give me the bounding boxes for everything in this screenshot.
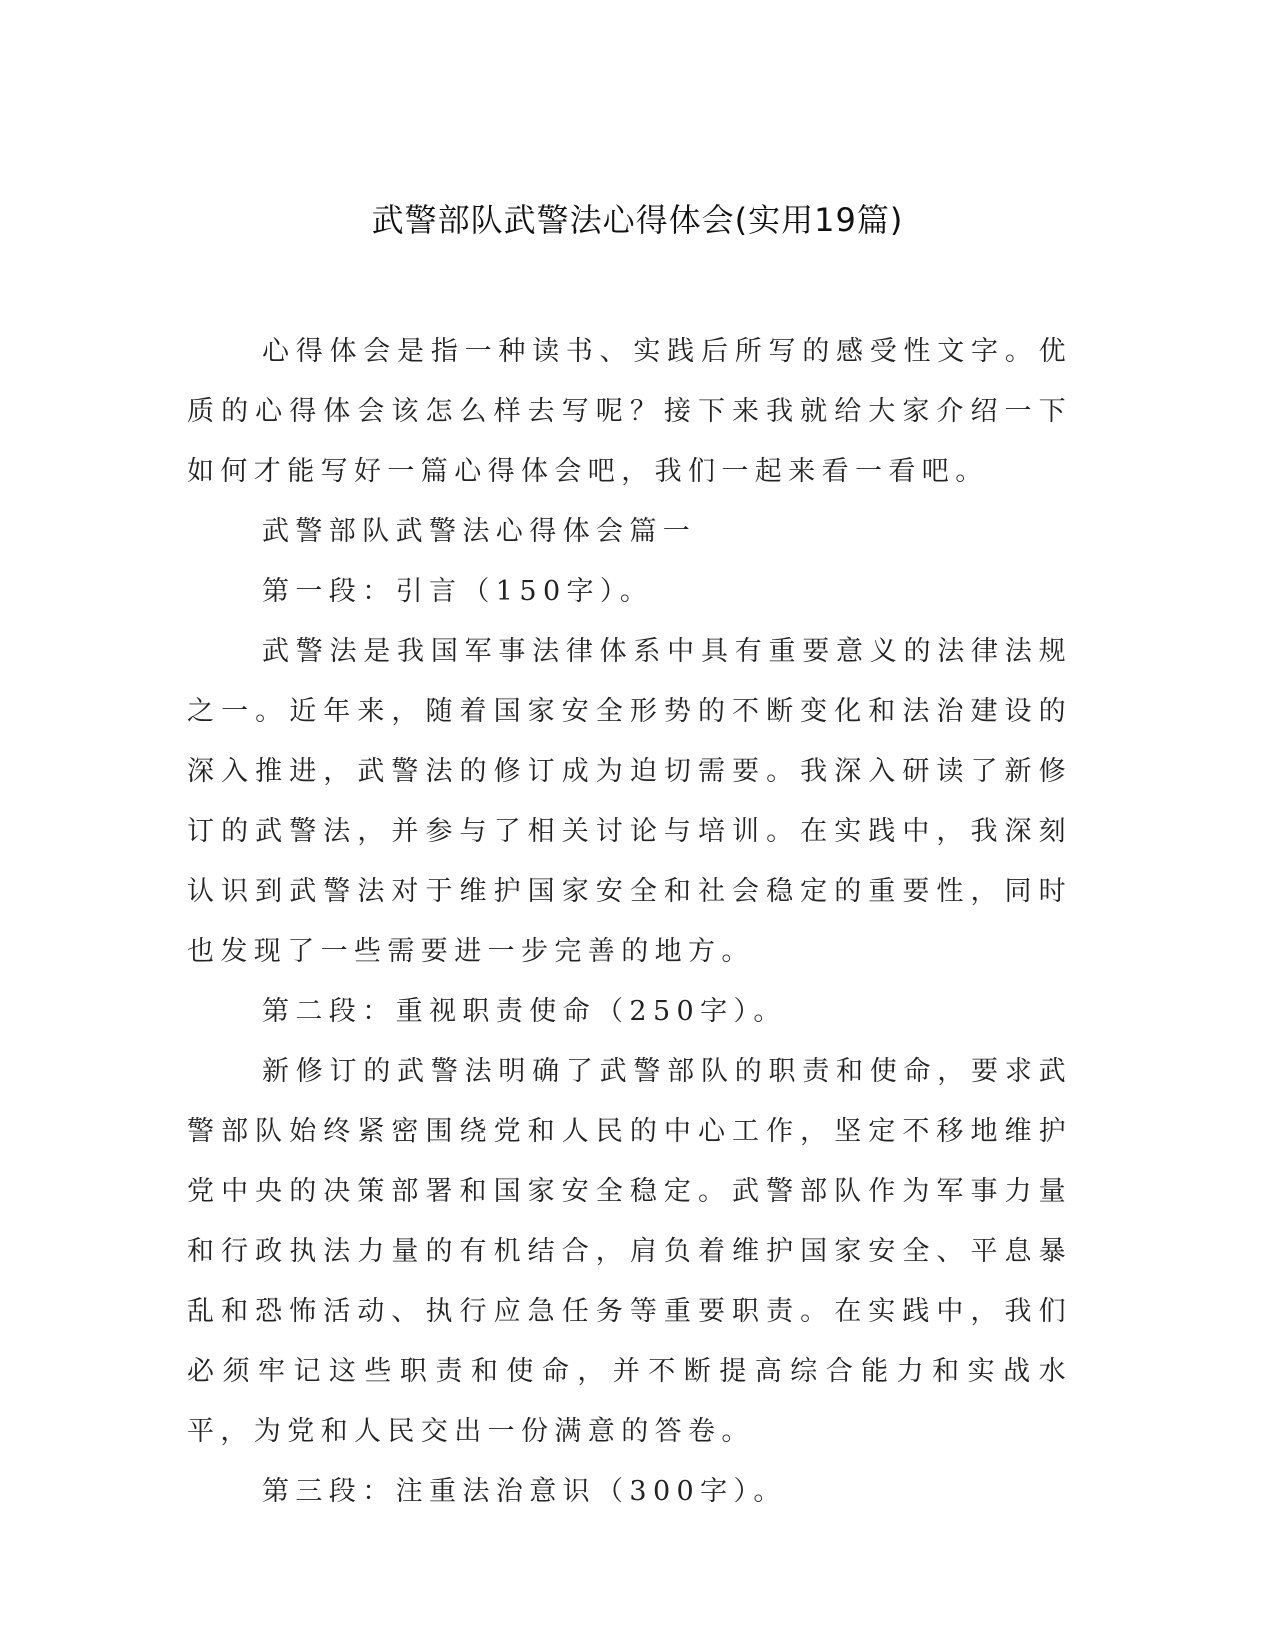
body-paragraph: 新修订的武警法明确了武警部队的职责和使命，要求武警部队始终紧密围绕党和人民的中心工作，坚定不移地维护党中央的决策部署和国家安全稳定。武警部队作为军事力量和行政执法力量的有机结合，肩负着维护国家安全、平息暴乱和恐怖活动、执行应急任务等重要职责。在实践中，我们必须牢记这些职责和使命，并不断提高综合能力和实战水平，为党和人民交出一份满意的答卷。 [187,1056,1072,1447]
section-heading: 武警部队武警法心得体会篇一 [262,516,697,547]
subsection-heading: 第三段：注重法治意识（300字）。 [262,1476,787,1507]
intro-paragraph: 心得体会是指一种读书、实践后所写的感受性文字。优质的心得体会该怎么样去写呢？接下来我就给大家介绍一下如何才能写好一篇心得体会吧，我们一起来看一看吧。 [187,336,1072,487]
subsection-heading: 第一段：引言（150字）。 [262,576,654,607]
document-title: 武警部队武警法心得体会(实用19篇) [371,201,904,239]
subsection-heading: 第二段：重视职责使命（250字）。 [262,996,787,1027]
body-paragraph: 武警法是我国军事法律体系中具有重要意义的法律法规之一。近年来，随着国家安全形势的不断变化和法治建设的深入推进，武警法的修订成为迫切需要。我深入研读了新修订的武警法，并参与了相关讨论与培训。在实践中，我深刻认识到武警法对于维护国家安全和社会稳定的重要性，同时也发现了一些需要进一步完善的地方。 [187,636,1072,967]
document-body [187,322,1072,1522]
